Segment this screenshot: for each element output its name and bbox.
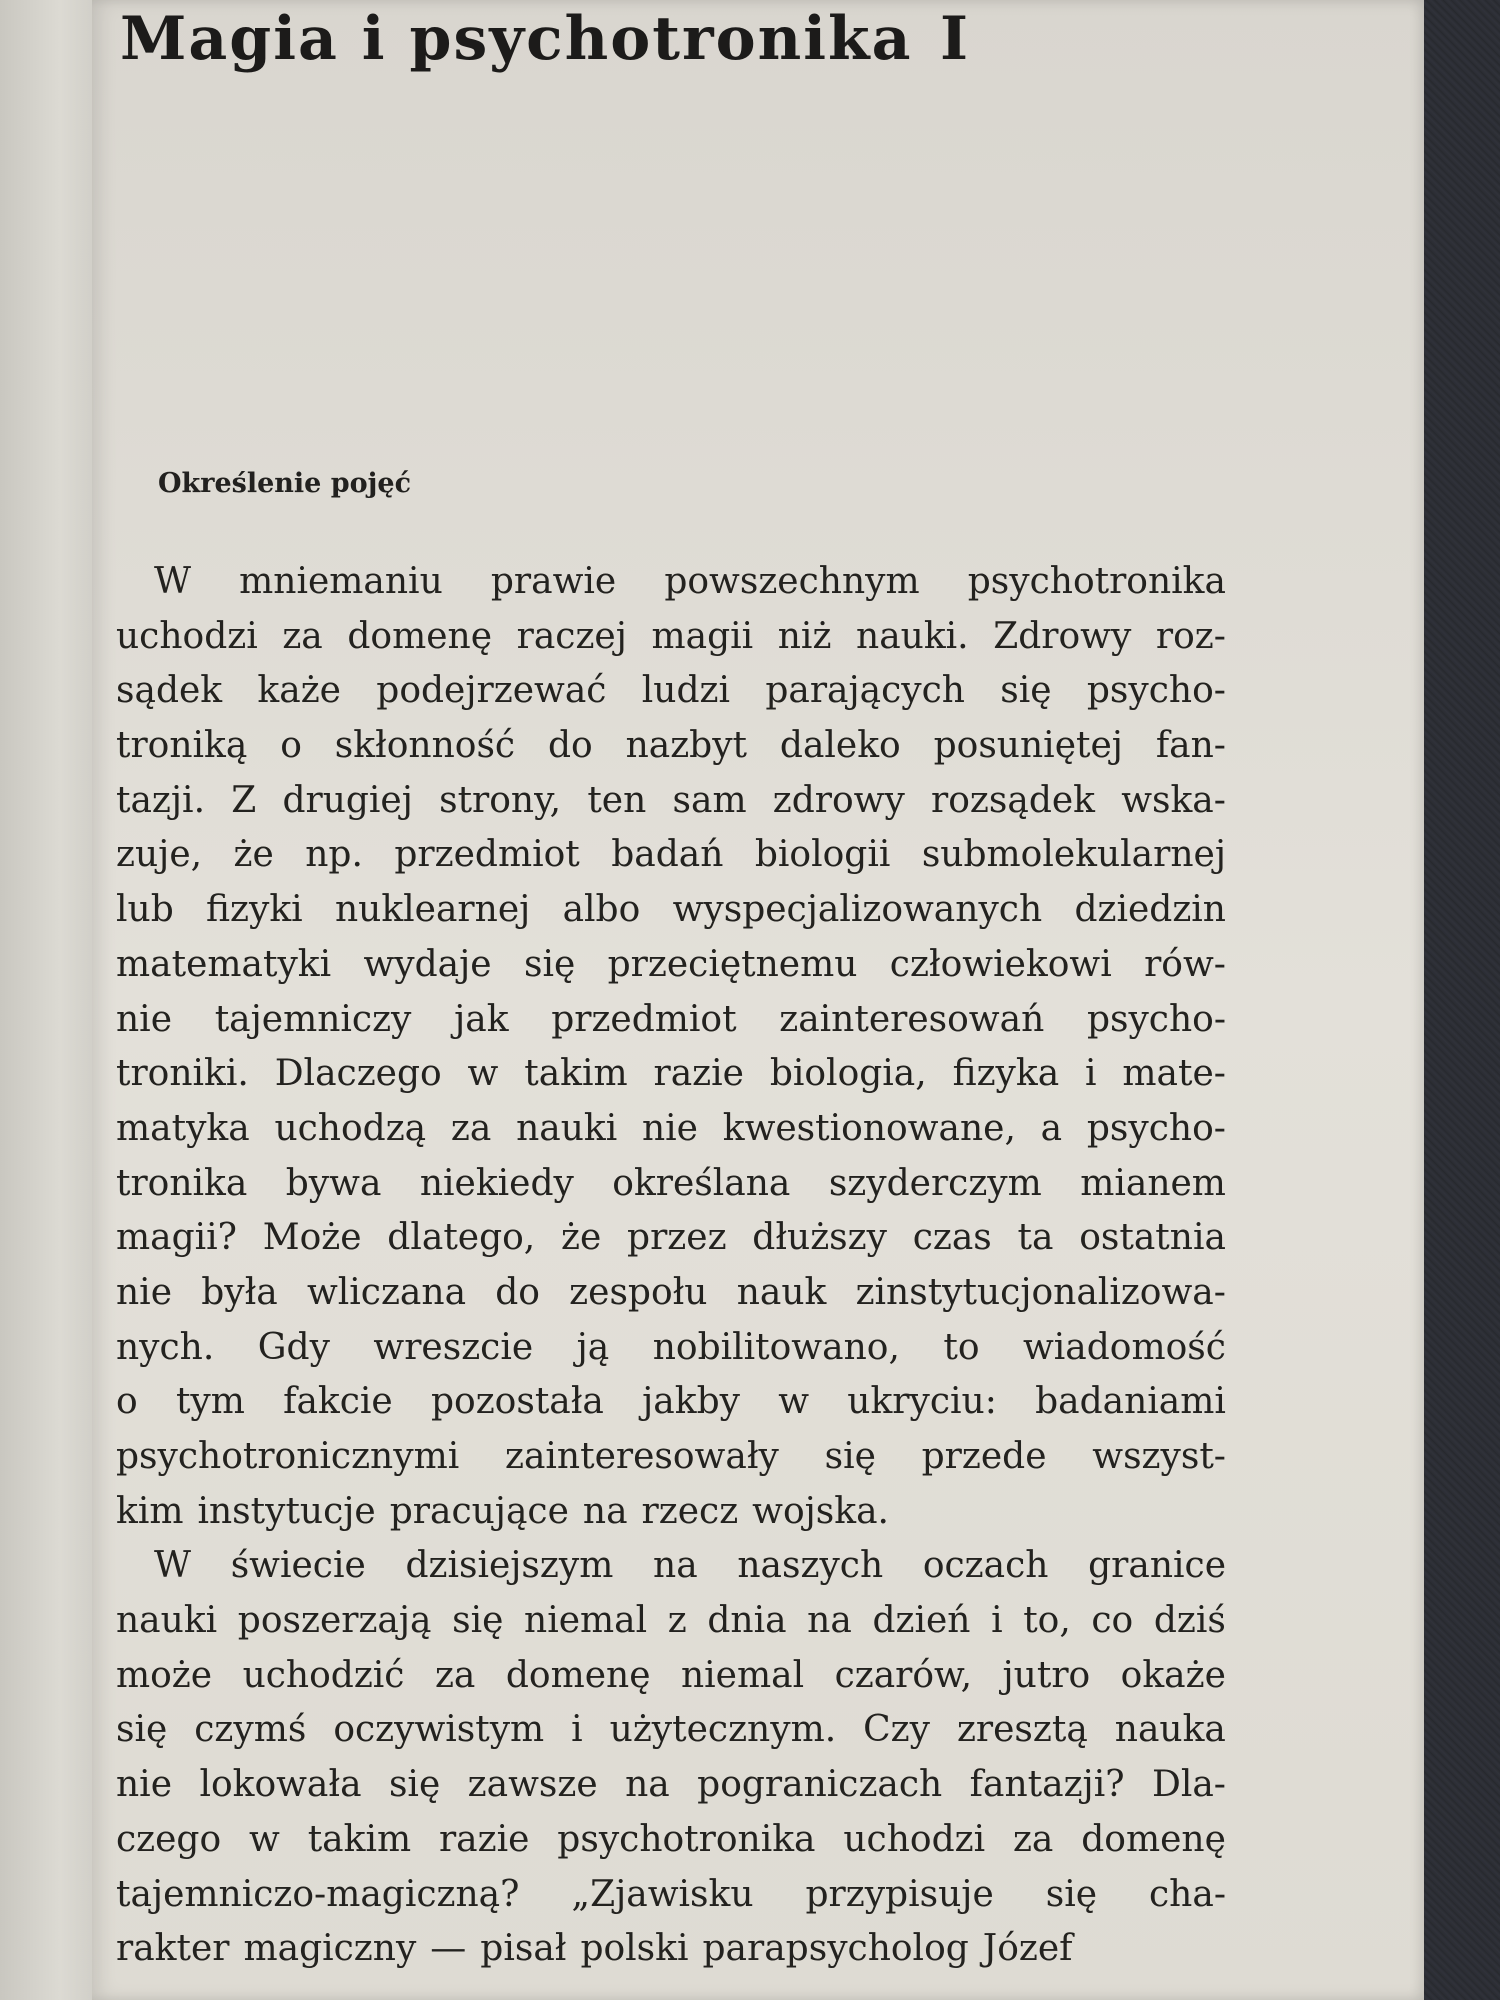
word: ludzi: [641, 670, 730, 712]
word: wska-: [1121, 779, 1226, 821]
word: matematyki: [116, 943, 332, 985]
text-line: [116, 993, 1226, 1048]
word: dzisiejszym: [405, 1545, 614, 1587]
word: każe: [257, 670, 341, 712]
word: na: [653, 1545, 698, 1587]
word: wojska.: [752, 1490, 890, 1532]
text-line: [116, 1211, 1226, 1266]
word: wliczana: [306, 1271, 467, 1313]
word: zespołu: [569, 1271, 708, 1313]
word: użytecznym.: [609, 1709, 837, 1751]
word: mianem: [1080, 1162, 1226, 1204]
word: domenę: [1081, 1818, 1226, 1860]
word: niemal: [524, 1600, 648, 1642]
word: powszechnym: [664, 561, 920, 602]
word: raczej: [516, 615, 627, 657]
word: że: [561, 1217, 602, 1259]
word: się: [116, 1709, 168, 1751]
word: submolekularnej: [921, 834, 1226, 876]
word: tym: [175, 1381, 245, 1423]
word: pograniczach: [697, 1764, 943, 1806]
text-line: [116, 1649, 1226, 1704]
word: polski: [580, 1928, 689, 1970]
word: przede: [921, 1436, 1047, 1477]
word: instytucje: [197, 1490, 376, 1532]
word: lokowała: [199, 1764, 362, 1806]
word: zawsze: [467, 1764, 598, 1806]
word: cha-: [1149, 1873, 1226, 1915]
word: posuniętej: [933, 725, 1123, 767]
text-line: [116, 555, 1226, 610]
word: razie: [438, 1818, 530, 1860]
word: nuklearnej: [334, 889, 531, 931]
word: biologii: [754, 834, 891, 876]
word: Dlaczego: [274, 1053, 442, 1095]
text-line: [116, 1922, 1226, 1977]
section-heading: Określenie pojęć: [158, 468, 412, 499]
word: dzień: [872, 1600, 971, 1642]
word: a: [1040, 1107, 1063, 1149]
text-line: [116, 1047, 1226, 1102]
word: prawie: [490, 561, 617, 602]
word: z: [667, 1600, 687, 1642]
word: jakby: [642, 1381, 740, 1423]
word: ta: [1017, 1217, 1054, 1259]
word: Józef: [982, 1928, 1073, 1970]
word: się: [1000, 670, 1052, 712]
word: Zdrowy: [993, 615, 1132, 657]
word: ją: [576, 1326, 610, 1368]
text-line: [116, 1157, 1226, 1212]
word: zresztą: [956, 1709, 1088, 1751]
word: się: [824, 1436, 876, 1477]
word: domenę: [347, 615, 493, 657]
word: nobilitowano,: [652, 1326, 900, 1368]
chapter-number: I: [940, 4, 969, 74]
word: magii: [651, 615, 754, 657]
word: albo: [562, 889, 641, 931]
word: do: [547, 725, 593, 767]
word: o: [280, 725, 302, 767]
word: się: [452, 1600, 504, 1642]
word: badaniami: [1035, 1381, 1226, 1423]
word: troniką: [116, 725, 248, 767]
word: czas: [912, 1217, 992, 1259]
word: nauk: [736, 1271, 827, 1313]
text-line: [116, 1539, 1226, 1594]
word: oczywistym: [333, 1709, 545, 1751]
word: przez: [627, 1217, 727, 1259]
text-line: [116, 1868, 1226, 1923]
body-text: [116, 555, 1226, 1977]
text-line: [116, 719, 1226, 774]
word: skłonność: [334, 725, 516, 767]
word: psychotronika: [557, 1818, 816, 1860]
word: oczach: [922, 1545, 1049, 1587]
word: pozostała: [430, 1381, 604, 1423]
word: fantazji?: [969, 1764, 1125, 1806]
text-line: [116, 1102, 1226, 1157]
word: nazbyt: [625, 725, 748, 767]
word: uchodzi: [116, 615, 258, 657]
word: i: [1085, 1053, 1097, 1095]
word: za: [434, 1654, 476, 1696]
text-line: [116, 664, 1226, 719]
word: drugiej: [282, 779, 413, 821]
word: nie: [116, 998, 173, 1040]
word: dnia: [707, 1600, 787, 1642]
word: bywa: [285, 1162, 382, 1204]
word: daleko: [779, 725, 901, 767]
word: rów-: [1144, 943, 1226, 985]
text-line: [116, 1813, 1226, 1868]
text-line: [116, 938, 1226, 993]
word: kim: [116, 1490, 184, 1532]
word: psycho-: [1086, 998, 1226, 1040]
word: na: [625, 1764, 670, 1806]
word: przedmiot: [551, 998, 737, 1040]
word: ten: [587, 779, 647, 821]
word: nauki.: [856, 615, 969, 657]
text-line: [116, 1594, 1226, 1649]
word: okaże: [1120, 1654, 1226, 1696]
word: człowiekowi: [889, 943, 1112, 985]
word: tazji.: [116, 779, 206, 821]
word: Z: [231, 779, 257, 821]
word: fan-: [1155, 725, 1226, 767]
word: co: [1091, 1600, 1134, 1642]
word: parających: [765, 670, 965, 712]
word: takim: [307, 1818, 412, 1860]
word: jutro: [1002, 1654, 1091, 1696]
word: i: [991, 1600, 1003, 1642]
word: w: [778, 1381, 810, 1423]
word: magiczny: [243, 1928, 417, 1970]
word: przedmiot: [394, 834, 580, 876]
word: się: [388, 1764, 441, 1806]
word: szyderczym: [828, 1162, 1042, 1204]
text-line: [116, 1758, 1226, 1813]
text-line: [116, 1703, 1226, 1758]
word: lub: [116, 889, 174, 931]
text-line: [116, 1321, 1226, 1376]
word: psycho-: [1086, 670, 1226, 712]
word: nauka: [1114, 1709, 1226, 1751]
word: dlatego,: [387, 1217, 536, 1259]
word: niemal: [680, 1654, 805, 1696]
word: Gdy: [257, 1326, 330, 1368]
word: badań: [611, 834, 724, 876]
word: nie: [641, 1107, 698, 1149]
word: Czy: [863, 1709, 930, 1751]
word: nych.: [116, 1326, 215, 1368]
word: granice: [1088, 1545, 1226, 1587]
word: uchodzić: [242, 1654, 405, 1696]
word: tronika: [116, 1162, 248, 1204]
text-line: [116, 828, 1226, 883]
word: nie: [116, 1271, 173, 1313]
word: ukryciu:: [847, 1381, 997, 1423]
word: na: [807, 1600, 852, 1642]
word: rakter: [116, 1928, 230, 1970]
word: czarów,: [834, 1654, 973, 1696]
word: Dla-: [1151, 1764, 1226, 1806]
word: psycho-: [1086, 1107, 1226, 1149]
word: podejrzewać: [376, 670, 607, 712]
word: zdrowy: [772, 779, 905, 821]
word: wszyst-: [1092, 1436, 1226, 1477]
word: jak: [454, 998, 509, 1040]
word: pracujące: [389, 1490, 569, 1532]
word: parapsycholog: [702, 1928, 969, 1970]
word: matyka: [116, 1107, 250, 1149]
word: może: [116, 1654, 213, 1696]
word: biologia,: [769, 1053, 927, 1095]
word: magii?: [116, 1217, 237, 1259]
word: w: [467, 1053, 499, 1095]
word: np.: [305, 834, 363, 876]
word: zuje,: [116, 834, 203, 876]
word: kwestionowane,: [722, 1107, 1016, 1149]
word: „Zjawisku: [571, 1873, 754, 1915]
word: dziedzin: [1074, 889, 1226, 931]
word: roz-: [1155, 615, 1226, 657]
text-line: [116, 610, 1226, 665]
word: domenę: [505, 1654, 651, 1696]
word: psychotronicznymi: [116, 1436, 460, 1477]
word: do: [495, 1271, 540, 1313]
background-fabric: [1424, 0, 1500, 2000]
word: nie: [116, 1764, 173, 1806]
word: czymś: [194, 1709, 307, 1751]
word: fizyki: [206, 889, 303, 931]
word: sam: [672, 779, 747, 821]
word: to: [943, 1326, 980, 1368]
word: W: [154, 561, 192, 602]
word: sądek: [116, 670, 223, 712]
word: Może: [262, 1217, 362, 1259]
adjacent-page-edge: [0, 0, 100, 2000]
word: przypisuje: [805, 1873, 994, 1915]
word: o: [116, 1381, 138, 1423]
word: przeciętnemu: [607, 943, 858, 985]
word: uchodzi: [843, 1818, 986, 1860]
word: takim: [524, 1053, 628, 1095]
word: zinstytucjonalizowa-: [855, 1271, 1226, 1313]
word: to,: [1023, 1600, 1071, 1642]
word: dłuższy: [752, 1217, 887, 1259]
word: tajemniczo-magiczną?: [116, 1873, 520, 1915]
word: razie: [653, 1053, 744, 1095]
word: że: [233, 834, 274, 876]
text-line: [116, 1485, 1226, 1540]
word: była: [201, 1271, 278, 1313]
word: psychotronika: [967, 561, 1226, 602]
word: dziś: [1153, 1600, 1226, 1642]
word: świecie: [230, 1545, 366, 1587]
word: —: [430, 1928, 467, 1970]
word: wiadomość: [1022, 1326, 1226, 1368]
word: niż: [777, 615, 832, 657]
word: zainteresowały: [504, 1436, 779, 1477]
word: mniemaniu: [239, 561, 443, 602]
word: w: [249, 1818, 280, 1860]
word: wyspecjalizowanych: [672, 889, 1043, 931]
word: mate-: [1122, 1053, 1226, 1095]
word: rozsądek: [931, 779, 1095, 821]
word: zainteresowań: [779, 998, 1045, 1040]
text-line: [116, 1266, 1226, 1321]
word: strony,: [439, 779, 562, 821]
word: czego: [116, 1818, 222, 1860]
word: wydaje: [363, 943, 492, 985]
word: na: [582, 1490, 628, 1532]
word: nauki: [116, 1600, 218, 1642]
chapter-title: Magia i psychotronika: [120, 4, 913, 74]
word: się: [523, 943, 576, 985]
word: tajemniczy: [214, 998, 412, 1040]
text-line: [116, 1430, 1226, 1485]
word: fakcie: [283, 1381, 393, 1423]
word: rzecz: [641, 1490, 739, 1532]
text-line: [116, 774, 1226, 829]
word: pisał: [480, 1928, 567, 1970]
word: za: [1012, 1818, 1054, 1860]
word: W: [154, 1545, 192, 1587]
word: za: [282, 615, 323, 657]
text-line: [116, 883, 1226, 938]
word: ostatnia: [1079, 1217, 1226, 1259]
word: naszych: [737, 1545, 884, 1587]
word: i: [571, 1709, 583, 1751]
word: nauki: [516, 1107, 618, 1149]
text-line: [116, 1375, 1226, 1430]
word: się: [1045, 1873, 1098, 1915]
word: wreszcie: [373, 1326, 534, 1368]
word: troniki.: [116, 1053, 249, 1095]
word: za: [450, 1107, 492, 1149]
word: uchodzą: [274, 1107, 427, 1149]
word: określana: [612, 1162, 791, 1204]
word: niekiedy: [419, 1162, 574, 1204]
word: poszerzają: [237, 1600, 432, 1642]
word: fizyka: [952, 1053, 1060, 1095]
